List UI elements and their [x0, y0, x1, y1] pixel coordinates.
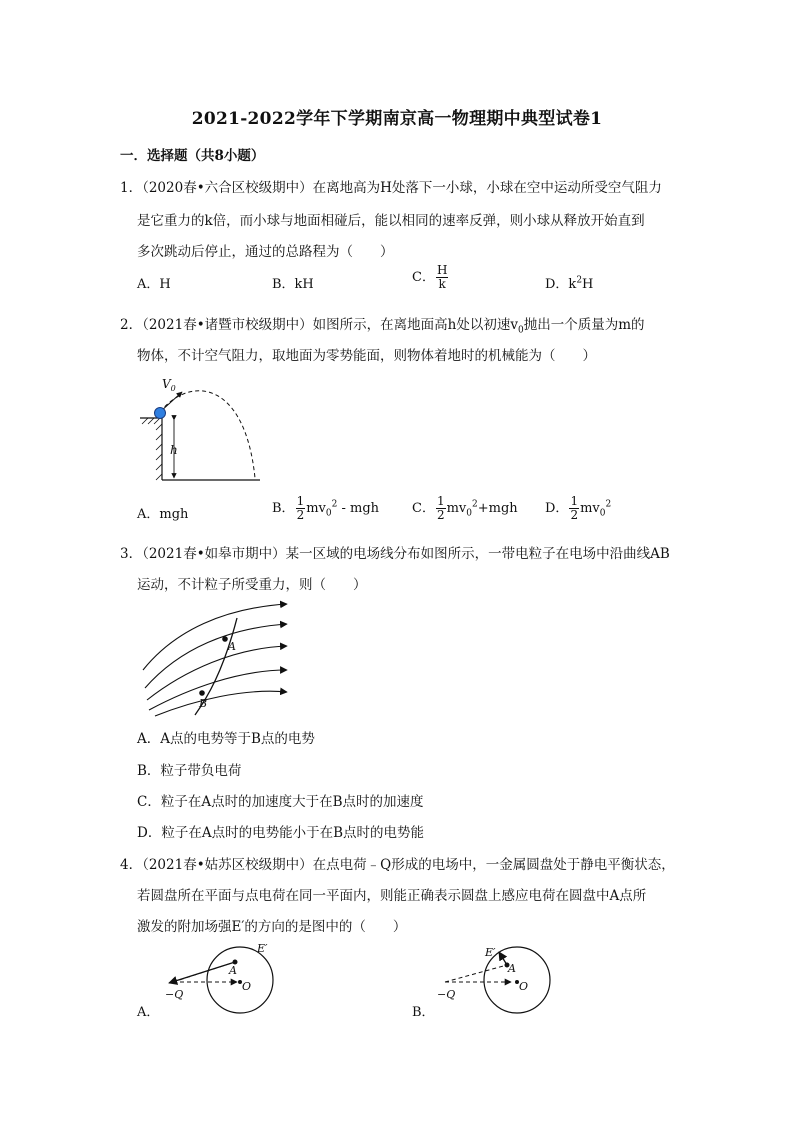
q4a-e-label: E′ — [257, 942, 268, 955]
q3-option-a[interactable]: A．A点的电势等于B点的电势 — [137, 731, 315, 747]
q2-option-d-mv: mv — [580, 501, 600, 516]
q4a-q-label: −Q — [165, 988, 184, 1001]
q2-ball — [155, 408, 166, 419]
q2-line-1 — [120, 313, 645, 336]
section-heading: 一．选择题（共8小题） — [120, 148, 265, 164]
q4-option-a[interactable]: A． — [137, 1005, 160, 1020]
q4-figure-a — [165, 940, 305, 1015]
q2-option-b-mv: mv — [306, 501, 326, 516]
q2-option-c-num: 1 — [436, 494, 445, 508]
q2-option-c-sub: 0 — [466, 508, 472, 519]
q1-option-c-den: k — [438, 277, 446, 291]
q3-line-1: 3．（2021春•如皋市期中）某一区域的电场线分布如图所示，一带电粒子在电场中沿曲线AB — [120, 546, 670, 562]
page-title: 2021-2022学年下学期南京高一物理期中典型试卷1 — [191, 109, 603, 129]
q2-option-b-num: 1 — [296, 494, 305, 508]
q4b-a-label: A — [508, 962, 516, 975]
q2-figure — [130, 370, 280, 485]
q4a-o-label: O — [242, 980, 252, 993]
q2-line-1-text: 2．（2021春•诸暨市校级期中）如图所示，在离地面高h处以初速v — [120, 317, 518, 333]
q3-option-d[interactable]: D．粒子在A点时的电势能小于在B点时的电势能 — [137, 825, 424, 841]
q2-option-b-prefix: B． — [272, 501, 295, 516]
q1-option-b[interactable]: B．kH — [272, 277, 314, 292]
q2-option-c-prefix: C． — [412, 501, 435, 516]
q4-option-b[interactable]: B． — [412, 1005, 435, 1020]
q2-option-d-den: 2 — [570, 508, 579, 522]
q1-option-d[interactable] — [545, 273, 593, 292]
q2-option-c-mv: mv — [446, 501, 467, 516]
q2-option-b-den: 2 — [296, 508, 305, 522]
q1-option-c[interactable] — [412, 264, 449, 291]
q1-option-d-sup: 2 — [576, 275, 583, 286]
q3-figure — [135, 600, 295, 718]
q2-option-d-num: 1 — [570, 494, 579, 508]
q1-option-d-suffix: H — [582, 277, 594, 292]
q2-option-a[interactable]: A．mgh — [137, 507, 189, 522]
q2-option-d-sup: 2 — [605, 499, 612, 510]
q1-option-c-num: H — [436, 263, 448, 277]
q1-option-a[interactable]: A．H — [137, 277, 171, 292]
q1-line-1: 1．（2020春•六合区校级期中）在离地高为H处落下一小球，小球在空中运动所受空气阻力 — [120, 180, 662, 196]
q2-option-b-sup: 2 — [331, 499, 338, 510]
q3-line-2: 运动，不计粒子所受重力，则（ ） — [137, 577, 367, 593]
q2-option-d[interactable] — [545, 495, 611, 522]
q3-point-b — [199, 690, 205, 696]
q1-option-c-prefix: C． — [412, 270, 435, 285]
q4-line-2: 若圆盘所在平面与点电荷在同一平面内，则能正确表示圆盘上感应电荷在圆盘中A点所 — [137, 888, 647, 904]
q2-option-c[interactable] — [412, 495, 518, 522]
q3-option-b[interactable]: B．粒子带负电荷 — [137, 763, 242, 779]
q3-point-a — [222, 636, 228, 642]
q2-v-label: $V_0$ — [162, 377, 176, 393]
q3-a-label: A — [228, 640, 236, 653]
q2-option-b[interactable] — [272, 495, 379, 522]
q4b-o-label: O — [519, 980, 529, 993]
q2-option-c-tail: +mgh — [477, 501, 518, 516]
q2-h-label: h — [170, 443, 178, 457]
q1-option-d-prefix: D．k — [545, 277, 577, 292]
q2-option-b-sub: 0 — [325, 508, 332, 519]
q4-line-3: 激发的附加场强E′的方向的是图中的（ ） — [137, 919, 407, 935]
q1-line-3: 多次跳动后停止，通过的总路程为（ ） — [137, 244, 394, 260]
q2-line-2: 物体，不计空气阻力，取地面为零势能面，则物体着地时的机械能为（ ） — [137, 348, 596, 364]
q4b-e-label: E′ — [485, 946, 496, 959]
q3-option-c[interactable]: C．粒子在A点时的加速度大于在B点时的加速度 — [137, 794, 424, 810]
q1-line-2: 是它重力的k倍，而小球与地面相碰后，能以相同的速率反弹，则小球从释放开始直到 — [137, 213, 645, 229]
q2-option-d-sub: 0 — [599, 508, 606, 519]
q4-line-1: 4．（2021春•姑苏区校级期中）在点电荷﹣Q形成的电场中，一金属圆盘处于静电平衡状态， — [120, 857, 675, 873]
q2-option-d-prefix: D． — [545, 501, 569, 516]
q2-option-c-sup: 2 — [472, 499, 478, 510]
q2-option-c-den: 2 — [436, 508, 445, 522]
q3-b-label: B — [199, 697, 208, 710]
q2-line-1-sub: 0 — [517, 325, 524, 336]
q4b-q-label: −Q — [437, 988, 456, 1001]
q4-figure-b — [437, 940, 577, 1015]
q4a-a-label: A — [229, 964, 237, 977]
q2-line-1-tail: 抛出一个质量为m的 — [523, 317, 645, 333]
q2-option-b-tail: - mgh — [337, 501, 380, 516]
